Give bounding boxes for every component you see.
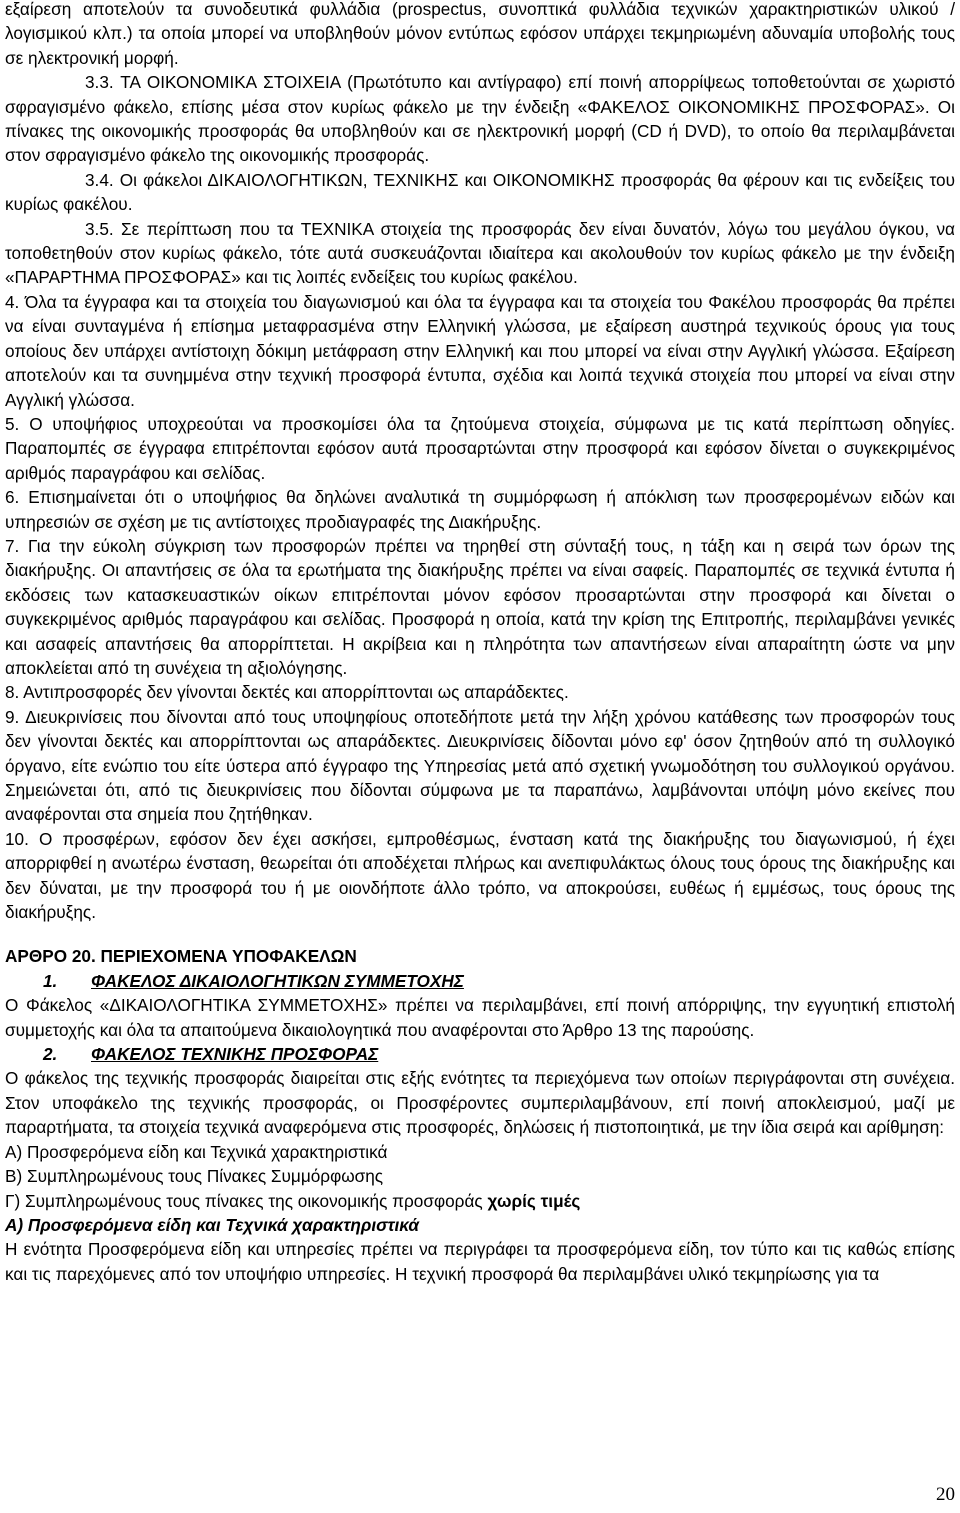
paragraph-9-clarifications: 9. Διευκρινίσεις που δίνονται από τους υποψηφίους οποτεδήποτε μετά την λήξη χρόνου κατάθεσης των προσφορών τους δεν γίνονται δεκτές και απορρίπτονται ως απαράδεκτες. Διευκρινίσεις δίδονται μόνο εφ' όσον ζητηθούν από τη συλλογικό όργανο, είτε ενώπιο του είτε ύστερα από έγγραφο της Υπηρεσίας μετά από σχετική γνωμοδότηση του συλλογικού οργάνου. Σημειώνεται ότι, από τις διευκρινίσεις που δίδονται σύμφωνα με τα παραπάνω, λαμβάνονται υπόψη μόνο εκείνες που αναφέρονται στα σημεία που ζητήθηκαν. <box>5 706 955 825</box>
section-2-number: 2. <box>43 1044 58 1065</box>
paragraph-7-comparison: 7. Για την εύκολη σύγκριση των προσφορών πρέπει να τηρηθεί στη σύνταξή τους, η τάξη και η σειρά των όρων της διακήρυξης. Οι απαντήσεις σε όλα τα ερωτήματα της διακήρυξης πρέπει να είναι σαφείς. Παραπομπές σε τεχνικά έντυπα ή εκδόσεις των κατασκευαστικών οίκων επιτρέπονται μόνον εφόσον προσαρτώνται στην προσφορά και δίνεται ο συγκεκριμένος αριθμός παραγράφου και σελίδας. Προσφορά η οποία, κατά την κρίση της Επιτροπής, περιλαμβάνει γενικές και ασαφείς απαντήσεις θα απορρίπτεται. Η ακρίβεια και η πληρότητα των απαντήσεων είναι απαραίτητη ώστε να μην αποκλείεται από τη συνέχεια τη αξιολόγησης. <box>5 535 955 678</box>
paragraph-3-4-envelopes: 3.4. Οι φάκελοι ΔΙΚΑΙΟΛΟΓΗΤΙΚΩΝ, ΤΕΧΝΙΚΗΣ και ΟΙΚΟΝΟΜΙΚΗΣ προσφοράς θα φέρουν και τις ενδείξεις του κυρίως φακέλου. <box>5 169 955 215</box>
section-1-heading <box>5 969 955 993</box>
document-body <box>5 0 955 1286</box>
section-1-number: 1. <box>43 970 58 991</box>
paragraph-5-documents: 5. Ο υποψήφιος υποχρεούται να προσκομίσει όλα τα ζητούμενα στοιχεία, σύμφωνα με τις κατά περίπτωση οδηγίες. Παραπομπές σε έγγραφα επιτρέπονται εφόσον αυτά προσαρτώνται στην προσφορά και εφόσον δίνεται ο συγκεκριμένος αριθμός παραγράφου και σελίδας. <box>5 413 955 483</box>
section-1-title: ΦΑΚΕΛΟΣ ΔΙΚΑΙΟΛΟΓΗΤΙΚΩΝ ΣΥΜΜΕΤΟΧΗΣ <box>91 970 464 991</box>
section-2-item-b: Β) Συμπληρωμένους τους Πίνακες Συμμόρφωσης <box>5 1166 384 1187</box>
section-2-title: ΦΑΚΕΛΟΣ ΤΕΧΝΙΚΗΣ ΠΡΟΣΦΟΡΑΣ <box>91 1044 379 1065</box>
paragraph-4-language: 4. Όλα τα έγγραφα και τα στοιχεία του διαγωνισμού και όλα τα έγγραφα και τα στοιχεία του Φακέλου προσφοράς θα πρέπει να είναι συνταγμένα ή επίσημα μεταφρασμένα στην Ελληνική γλώσσα, με εξαίρεση αυστηρά τεχνικούς όρους για τους οποίους δεν υπάρχει αντίστοιχη δόκιμη μετάφραση στην Ελληνική και που μπορεί να είναι στην Αγγλική γλώσσα. Εξαίρεση αποτελούν και τα συνημμένα στην τεχνική προσφορά έντυπα, σχέδια και λοιπά τεχνικά στοιχεία που μπορεί να είναι στην Αγγλική γλώσσα. <box>5 291 955 410</box>
paragraph-3-3-financial-details: 3.3. ΤΑ ΟΙΚΟΝΟΜΙΚΑ ΣΤΟΙΧΕΙΑ (Πρωτότυπο και αντίγραφο) επί ποινή απορρίψεως τοποθετούνται σε χωριστό σφραγισμένο φάκελο, επίσης μέσα στον κυρίως φάκελο με την ένδειξη «ΦΑΚΕΛΟΣ ΟΙΚΟΝΟΜΙΚΗΣ ΠΡΟΣΦΟΡΑΣ». Οι πίνακες της οικονομικής προσφοράς θα υποβληθούν και σε ηλεκτρονική μορφή (CD ή DVD), το οποίο θα περιλαμβάνεται στον σφραγισμένο φάκελο της οικονομικής προσφοράς. <box>5 72 955 166</box>
paragraph-6-compliance: 6. Επισημαίνεται ότι ο υποψήφιος θα δηλώνει αναλυτικά τη συμμόρφωση ή απόκλιση των προσφερομένων ειδών και υπηρεσιών σε σχέση με τις αντίστοιχες προδιαγραφές της Διακήρυξης. <box>5 487 955 532</box>
section-2-body: Ο φάκελος της τεχνικής προσφοράς διαιρείται στις εξής ενότητες τα περιεχόμενα των οποίων περιγράφονται στη συνέχεια. Στον υποφάκελο της τεχνικής προσφοράς, οι Προσφέροντες συμπεριλαμβάνουν, επί ποινή αποκλεισμού, μαζί με παραρτήματα, τα στοιχεία τεχνικά αναφερόμενα στις προσφορές, δηλώσεις ή πιστοποιητικά, με την ίδια σειρά και αρίθμηση: <box>5 1068 955 1138</box>
section-1-body: Ο Φάκελος «ΔΙΚΑΙΟΛΟΓΗΤΙΚΑ ΣΥΜΜΕΤΟΧΗΣ» πρέπει να περιλαμβάνει, επί ποινή απόρριψης, την εγγυητική επιστολή συμμετοχής και όλα τα απαιτούμενα δικαιολογητικά που αναφέρονται στο Άρθρο 13 της παρούσης. <box>5 995 955 1040</box>
section-2-heading <box>5 1042 955 1066</box>
page-number: 20 <box>936 1484 955 1505</box>
section-2-item-c-emphasis: χωρίς τιμές <box>487 1190 581 1211</box>
subsection-a-title: Α) Προσφερόμενα είδη και Τεχνικά χαρακτηριστικά <box>5 1214 420 1235</box>
section-2-item-c-text: Γ) Συμπληρωμένους τους πίνακες της οικονομικής προσφοράς <box>5 1190 488 1211</box>
subsection-a-body: Η ενότητα Προσφερόμενα είδη και υπηρεσίες πρέπει να περιγράφει τα προσφερόμενα είδη, τον τύπο και τις καθώς επίσης και τις παρεχόμενες από τον υποψήφιο υπηρεσίες. Η τεχνική προσφορά θα περιλαμβάνει υλικό τεκμηρίωσης για τα <box>5 1239 955 1284</box>
paragraph-8-counter-offers: 8. Αντιπροσφορές δεν γίνονται δεκτές και απορρίπτονται ως απαράδεκτες. <box>5 682 569 703</box>
paragraph-10-acceptance: 10. Ο προσφέρων, εφόσον δεν έχει ασκήσει, εμπροθέσμως, ένσταση κατά της διακήρυξης του διαγωνισμού, ή έχει απορριφθεί η ανωτέρω ένσταση, θεωρείται ότι αποδέχεται πλήρως και ανεπιφυλάκτως όλους τους όρους της διακήρυξης και δεν δύναται, με την προσφορά του ή με οιονδήποτε άλλο τρόπο, να αποκρούσει, ευθέως ή εμμέσως, τους όρους της διακήρυξης. <box>5 828 955 923</box>
paragraph-3-5-technical-annex: 3.5. Σε περίπτωση που τα ΤΕΧΝΙΚΑ στοιχεία της προσφοράς δεν είναι δυνατόν, λόγω του μεγάλου όγκου, να τοποθετηθούν στον κυρίως φάκελο, τότε αυτά συσκευάζονται ιδιαίτερα και ακολουθούν τον κυρίως φάκελο με την ένδειξη «ΠΑΡΑΡΤΗΜΑ ΠΡΟΣΦΟΡΑΣ» και τις λοιπές ενδείξεις του κυρίως φακέλου. <box>5 218 955 288</box>
paragraph-exception-leaflets: εξαίρεση αποτελούν τα συνοδευτικά φυλλάδια (prospectus, συνοπτικά φυλλάδια τεχνικών χαρακτηριστικών υλικού / λογισμικού κλπ.) τα οποία μπορεί να υποβληθούν μόνον εντύπως εφόσον υπάρχει τεκμηριωμένη αδυναμία υποβολής τους σε ηλεκτρονική μορφή. <box>5 0 955 68</box>
section-2-item-c <box>5 1189 955 1213</box>
article-heading: ΑΡΘΡΟ 20. ΠΕΡΙΕΧΟΜΕΝΑ ΥΠΟΦΑΚΕΛΩΝ <box>5 946 357 967</box>
section-2-item-a: Α) Προσφερόμενα είδη και Τεχνικά χαρακτηριστικά <box>5 1141 388 1162</box>
